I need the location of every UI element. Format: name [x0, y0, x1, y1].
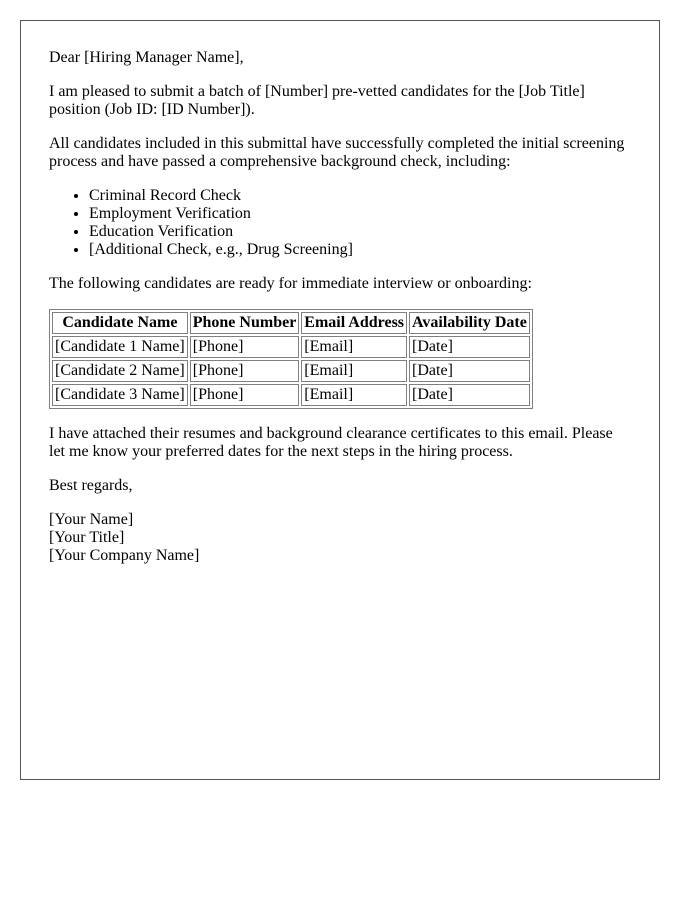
- list-item: • Education Verification: [89, 223, 631, 241]
- closing: Best regards,: [49, 477, 133, 494]
- table-row: [52, 360, 530, 382]
- intro-paragraph: I am pleased to submit a batch of [Number] pre-vetted candidates for the [Job Title] position (Job ID: [ID Number]).: [49, 83, 585, 118]
- candidate-name-cell: [Candidate 1 Name]: [52, 336, 188, 358]
- screening-paragraph: All candidates included in this submittal have successfully completed the initial screening process and have passed a comprehensive background check, including:: [49, 135, 625, 170]
- signature-company: [Your Company Name]: [49, 547, 200, 564]
- signature-block: [49, 511, 631, 565]
- attachments-paragraph: I have attached their resumes and background clearance certificates to this email. Please let me know your preferred dates for the next steps in the hiring process.: [49, 425, 613, 460]
- ready-paragraph: The following candidates are ready for immediate interview or onboarding:: [49, 275, 532, 292]
- list-item: • [Additional Check, e.g., Drug Screening]: [89, 241, 631, 259]
- greeting: Dear [Hiring Manager Name],: [49, 49, 244, 66]
- column-header-phone-number: Phone Number: [190, 312, 300, 334]
- background-check-list: [49, 187, 631, 259]
- table-header-row: [52, 312, 530, 334]
- date-cell: [Date]: [409, 384, 530, 406]
- candidates-table: [49, 309, 533, 409]
- candidate-name-cell: [Candidate 2 Name]: [52, 360, 188, 382]
- date-cell: [Date]: [409, 360, 530, 382]
- email-cell: [Email]: [301, 360, 407, 382]
- table-row: [52, 384, 530, 406]
- signature-title: [Your Title]: [49, 529, 125, 546]
- list-item: • Employment Verification: [89, 205, 631, 223]
- candidate-name-cell: [Candidate 3 Name]: [52, 384, 188, 406]
- date-cell: [Date]: [409, 336, 530, 358]
- email-cell: [Email]: [301, 384, 407, 406]
- column-header-email-address: Email Address: [301, 312, 407, 334]
- email-cell: [Email]: [301, 336, 407, 358]
- column-header-availability-date: Availability Date: [409, 312, 530, 334]
- letter-body: [20, 20, 660, 780]
- table-row: [52, 336, 530, 358]
- list-item: • Criminal Record Check: [89, 187, 631, 205]
- phone-cell: [Phone]: [190, 384, 300, 406]
- signature-name: [Your Name]: [49, 511, 134, 528]
- phone-cell: [Phone]: [190, 336, 300, 358]
- phone-cell: [Phone]: [190, 360, 300, 382]
- column-header-candidate-name: Candidate Name: [52, 312, 188, 334]
